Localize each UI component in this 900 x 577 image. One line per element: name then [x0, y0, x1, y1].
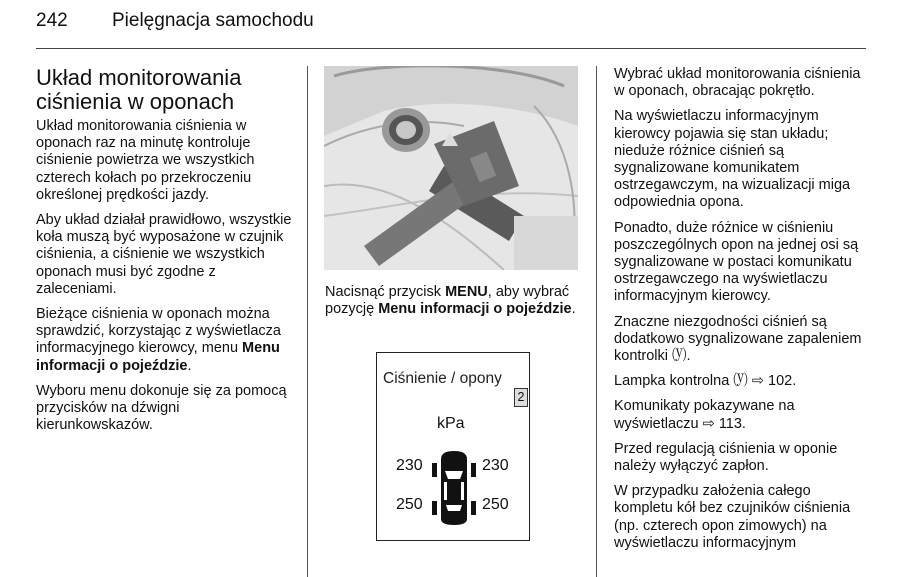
- section-heading: Układ monitorowania ciśnienia w oponach: [36, 65, 242, 114]
- text: Nacisnąć przycisk: [325, 284, 446, 300]
- text: Bieżące ciśnienia w oponach można sprawdzić, korzystając z wyświetlacza informacyjnego kierowcy, menu: [36, 306, 281, 357]
- menu-name: Menu informacji o pojeździe: [36, 340, 280, 374]
- page-header: [36, 10, 314, 32]
- rear-left-pressure: 250: [396, 496, 423, 513]
- paragraph: [325, 284, 581, 318]
- display-title: Ciśnienie / opony: [383, 370, 502, 387]
- paragraph: Komunikaty pokazywane na wyświetlaczu ⇨ 113.: [614, 398, 795, 432]
- turn-signal-lever-photo: [324, 66, 578, 270]
- column-1: [36, 66, 294, 442]
- car-top-view-icon: [432, 449, 476, 527]
- column-2: [325, 284, 581, 326]
- tire-pressure-display-illustration: [324, 344, 578, 550]
- paragraph: Aby układ działał prawidłowo, wszystkie koła muszą być wyposażone w czujnik ciśnienia, a ciśnienie we wszystkich oponach musi być zgodne z zaleceniami.: [36, 212, 292, 297]
- header-divider: [36, 48, 866, 49]
- paragraph: Wyboru menu dokonuje się za pomocą przycisków na dźwigni kierunkowskazów.: [36, 382, 287, 434]
- pressure-unit: kPa: [437, 415, 465, 432]
- front-left-pressure: 230: [396, 457, 423, 474]
- section-title: Pielęgnacja samochodu: [112, 10, 314, 31]
- paragraph: Ponadto, duże różnice w ciśnieniu poszczególnych opon na jednej osi są sygnalizowane w postaci komunikatu ostrzegawczego na wyświetlaczu informacyjnym kierowcy.: [614, 219, 859, 305]
- text: .: [571, 301, 576, 318]
- display-frame: [376, 352, 530, 541]
- column-divider-2: [596, 66, 597, 577]
- paragraph: [36, 306, 294, 375]
- paragraph: Przed regulacją ciśnienia w oponie należy wyłączyć zapłon.: [614, 440, 838, 475]
- rear-right-pressure: 250: [482, 496, 509, 513]
- paragraph: Wybrać układ monitorowania ciśnienia w oponach, obracając pokrętło.: [614, 66, 861, 100]
- front-right-pressure: 230: [482, 457, 509, 474]
- menu-button-label: MENU: [445, 284, 488, 300]
- column-3: [614, 66, 870, 560]
- paragraph: W przypadku założenia całego kompletu kół bez czujników ciśnienia (np. czterech opon zimowych) na wyświetlaczu informacyjnym: [614, 483, 851, 551]
- lever-illustration: [324, 66, 578, 270]
- page-number: 242: [36, 10, 68, 31]
- column-divider-1: [307, 66, 308, 577]
- text: , aby wybrać pozycję: [325, 284, 570, 318]
- page-indicator-badge: 2: [514, 388, 528, 407]
- paragraph: Na wyświetlaczu informacyjnym kierowcy pojawia się stan układu; nieduże różnice ciśnień są sygnalizowane komunikatem ostrzegawczym, na wizualizacji miga odpowiednia opona.: [614, 108, 851, 211]
- text: .: [187, 357, 192, 374]
- paragraph: Lampka kontrolna ⒴ ⇨ 102.: [614, 373, 797, 390]
- paragraph: Układ monitorowania ciśnienia w oponach raz na minutę kontroluje ciśnienie powietrza we wszystkich czterech kołach po przekroczeniu określonej prędkości jazdy.: [36, 118, 255, 203]
- paragraph: Znaczne niezgodności ciśnień są dodatkowo sygnalizowane zapaleniem kontrolki ⒴.: [614, 313, 862, 365]
- menu-item-label: Menu informacji o pojeździe: [378, 301, 572, 318]
